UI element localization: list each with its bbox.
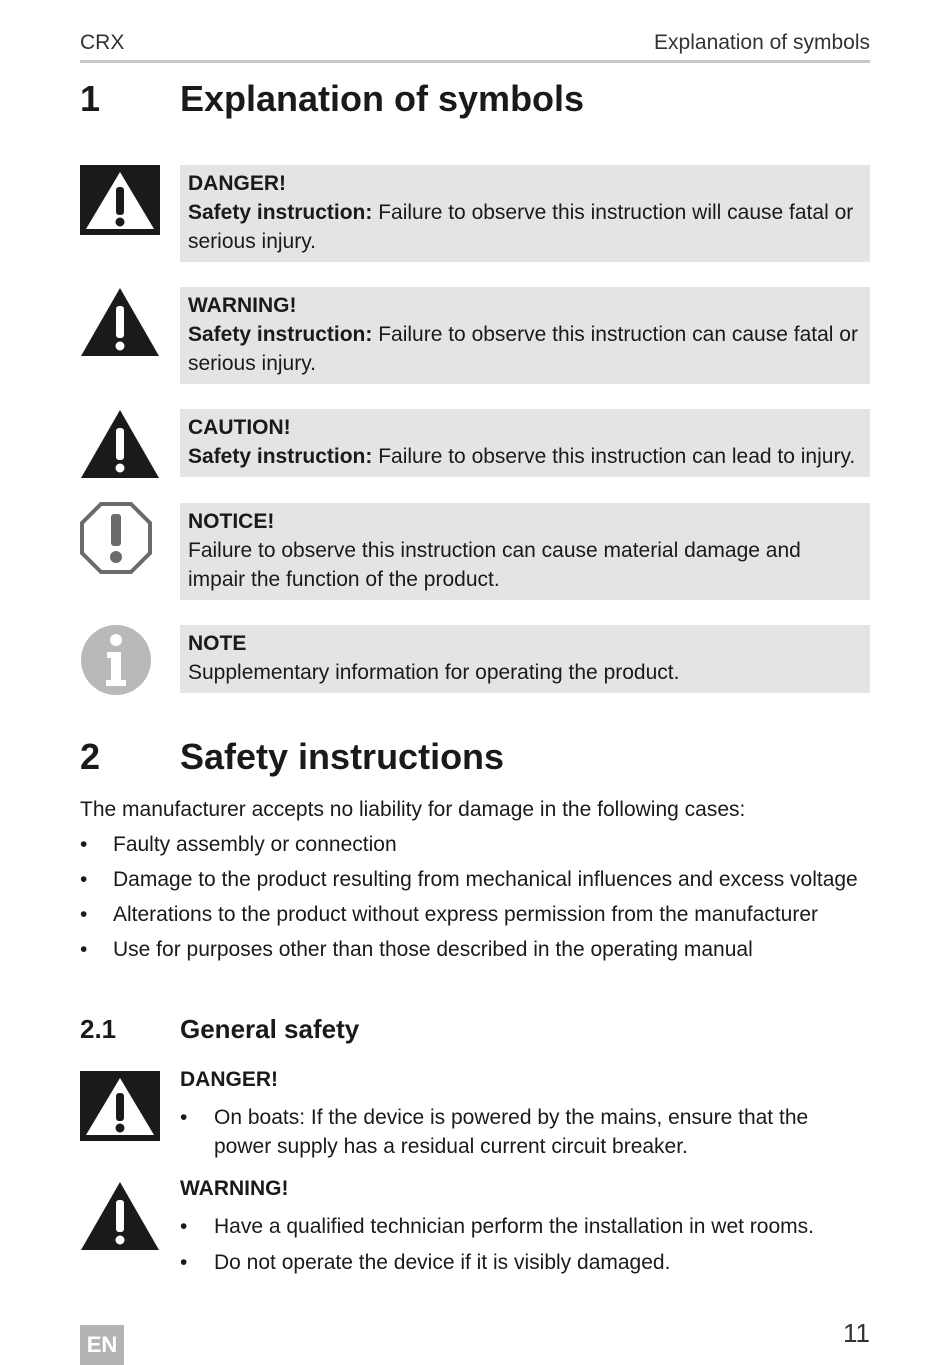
notice-description: Failure to observe this instruction can cause material damage and impair the function of the product. [188,539,801,591]
language-badge: EN [80,1325,124,1365]
header-product-name: CRX [80,31,125,54]
general-safety-danger-list [180,1103,870,1161]
page-number: 11 [843,1318,870,1348]
general-safety-warning-label: WARNING! [180,1177,289,1200]
warning-symbol-box [180,287,870,384]
danger-label: DANGER! [188,172,286,195]
notice-octagon-icon [80,502,160,574]
info-icon [80,624,160,696]
list-item: • Have a qualified technician perform the installation in wet rooms. [180,1215,814,1238]
note-symbol-box [180,625,870,693]
caution-triangle-icon [80,408,160,480]
note-description: Supplementary information for operating the product. [188,661,680,684]
general-safety-warning-list [180,1212,870,1277]
safety-instruction-prefix: Safety instruction: [188,445,373,468]
section-1-title: Explanation of symbols [180,78,585,119]
caution-description: Failure to observe this instruction can lead to injury. [378,445,856,468]
notice-symbol-box [180,503,870,600]
section-2-title: Safety instructions [180,736,505,777]
warning-triangle-icon [80,1180,160,1252]
safety-instruction-prefix: Safety instruction: [188,323,373,346]
header-section-title: Explanation of symbols [654,31,870,54]
section-2-1-number: 2.1 [80,1014,117,1044]
list-item: • Use for purposes other than those described in the operating manual [80,938,753,961]
warning-label: WARNING! [188,294,297,317]
list-item: • Do not operate the device if it is visibly damaged. [180,1251,671,1274]
section-2-1-title: General safety [180,1014,360,1044]
warning-description: Failure to observe this instruction can cause fatal or serious injury. [188,323,858,375]
danger-warning-triangle-icon [80,165,160,235]
danger-warning-triangle-icon [80,1071,160,1141]
caution-symbol-box [180,409,870,477]
notice-label: NOTICE! [188,510,275,533]
list-item: • Alterations to the product without express permission from the manufacturer [80,903,818,926]
header-divider [80,60,870,63]
section-2-body [80,795,870,964]
section-2-intro: The manufacturer accepts no liability for damage in the following cases: [80,798,746,821]
note-label: NOTE [188,632,247,655]
section-1-number: 1 [80,78,101,119]
list-item: • On boats: If the device is powered by the mains, ensure that the power supply has a residual current circuit breaker. [180,1106,809,1158]
safety-instruction-prefix: Safety instruction: [188,201,373,224]
general-safety-danger-label: DANGER! [180,1068,278,1091]
warning-triangle-icon [80,286,160,358]
list-item: • Faulty assembly or connection [80,833,397,856]
caution-label: CAUTION! [188,416,291,439]
list-item: • Damage to the product resulting from mechanical influences and excess voltage [80,868,858,891]
section-2-number: 2 [80,736,101,777]
danger-symbol-box [180,165,870,262]
danger-description: Failure to observe this instruction will cause fatal or serious injury. [188,201,854,253]
